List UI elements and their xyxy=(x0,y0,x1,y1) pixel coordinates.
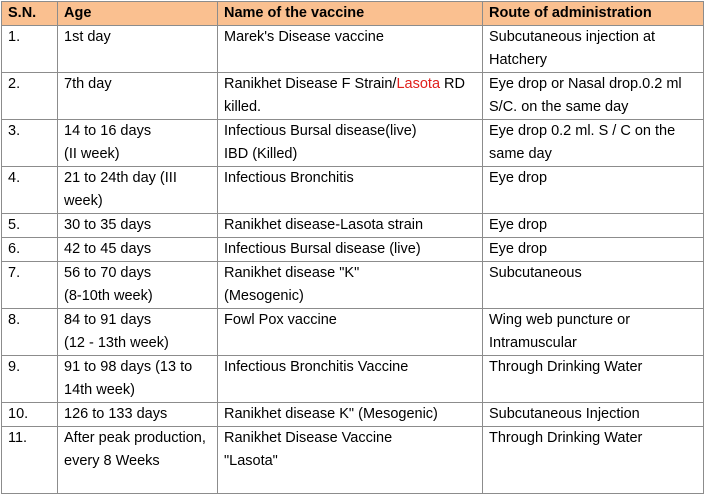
cell-age: 42 to 45 days xyxy=(58,238,218,262)
age-line: 14 to 16 days xyxy=(64,123,152,139)
age-line: (12 - 13th week) xyxy=(64,335,169,351)
cell-route: Eye drop xyxy=(483,167,704,214)
vaccine-text: Ranikhet Disease F Strain/ xyxy=(224,76,397,92)
cell-route: Subcutaneous injection at Hatchery xyxy=(483,26,704,73)
cell-route: Subcutaneous Injection xyxy=(483,403,704,427)
cell-vaccine xyxy=(218,73,483,120)
cell-vaccine: Infectious Bursal disease (live) xyxy=(218,238,483,262)
vaccination-schedule-table xyxy=(1,1,704,494)
table-row xyxy=(2,238,704,262)
cell-route: Subcutaneous xyxy=(483,262,704,309)
table-row xyxy=(2,356,704,403)
cell-sn: 10. xyxy=(2,403,58,427)
header-route: Route of administration xyxy=(483,2,704,26)
cell-sn: 9. xyxy=(2,356,58,403)
cell-route: Eye drop xyxy=(483,238,704,262)
cell-vaccine: Infectious Bronchitis Vaccine xyxy=(218,356,483,403)
cell-route: Through Drinking Water xyxy=(483,356,704,403)
cell-route: Through Drinking Water xyxy=(483,427,704,494)
cell-age: 30 to 35 days xyxy=(58,214,218,238)
vaccine-line: IBD (Killed) xyxy=(224,146,298,162)
vaccine-line: Ranikhet Disease Vaccine xyxy=(224,430,393,446)
cell-age: After peak production, every 8 Weeks xyxy=(58,427,218,494)
cell-age xyxy=(58,309,218,356)
cell-vaccine: Ranikhet disease K" (Mesogenic) xyxy=(218,403,483,427)
table-row xyxy=(2,427,704,494)
cell-sn: 6. xyxy=(2,238,58,262)
cell-age: 21 to 24th day (III week) xyxy=(58,167,218,214)
vaccine-line: "Lasota" xyxy=(224,453,278,469)
cell-vaccine: Ranikhet disease-Lasota strain xyxy=(218,214,483,238)
cell-sn: 3. xyxy=(2,120,58,167)
cell-sn: 4. xyxy=(2,167,58,214)
cell-vaccine: Marek's Disease vaccine xyxy=(218,26,483,73)
cell-sn: 2. xyxy=(2,73,58,120)
vaccine-line: Infectious Bursal disease(live) xyxy=(224,123,417,139)
cell-age: 126 to 133 days xyxy=(58,403,218,427)
table-row xyxy=(2,214,704,238)
table-row xyxy=(2,73,704,120)
cell-route: Eye drop 0.2 ml. S / C on the same day xyxy=(483,120,704,167)
cell-age: 91 to 98 days (13 to 14th week) xyxy=(58,356,218,403)
cell-route: Wing web puncture or Intramuscular xyxy=(483,309,704,356)
vaccine-line: (Mesogenic) xyxy=(224,288,304,304)
cell-age: 1st day xyxy=(58,26,218,73)
cell-vaccine xyxy=(218,120,483,167)
age-line: 56 to 70 days xyxy=(64,265,152,281)
table-row xyxy=(2,26,704,73)
cell-age: 7th day xyxy=(58,73,218,120)
table-row xyxy=(2,262,704,309)
cell-route: Eye drop xyxy=(483,214,704,238)
cell-vaccine: Fowl Pox vaccine xyxy=(218,309,483,356)
cell-vaccine xyxy=(218,427,483,494)
header-vaccine: Name of the vaccine xyxy=(218,2,483,26)
cell-sn: 7. xyxy=(2,262,58,309)
vaccine-line: Ranikhet disease "K" xyxy=(224,265,360,281)
cell-sn: 8. xyxy=(2,309,58,356)
table-row xyxy=(2,120,704,167)
cell-sn: 5. xyxy=(2,214,58,238)
header-row xyxy=(2,2,704,26)
header-age: Age xyxy=(58,2,218,26)
table-row xyxy=(2,403,704,427)
cell-route: Eye drop or Nasal drop.0.2 ml S/C. on the same day xyxy=(483,73,704,120)
highlighted-vaccine-text: Lasota xyxy=(396,76,441,92)
cell-vaccine xyxy=(218,262,483,309)
cell-age xyxy=(58,120,218,167)
cell-sn: 1. xyxy=(2,26,58,73)
table-row xyxy=(2,309,704,356)
age-line: 84 to 91 days xyxy=(64,312,152,328)
age-line: (8-10th week) xyxy=(64,288,153,304)
header-sn: S.N. xyxy=(2,2,58,26)
cell-vaccine: Infectious Bronchitis xyxy=(218,167,483,214)
table-row xyxy=(2,167,704,214)
cell-sn: 11. xyxy=(2,427,58,494)
vaccine-text: RD killed. xyxy=(224,76,465,115)
cell-age xyxy=(58,262,218,309)
age-line: (II week) xyxy=(64,146,120,162)
